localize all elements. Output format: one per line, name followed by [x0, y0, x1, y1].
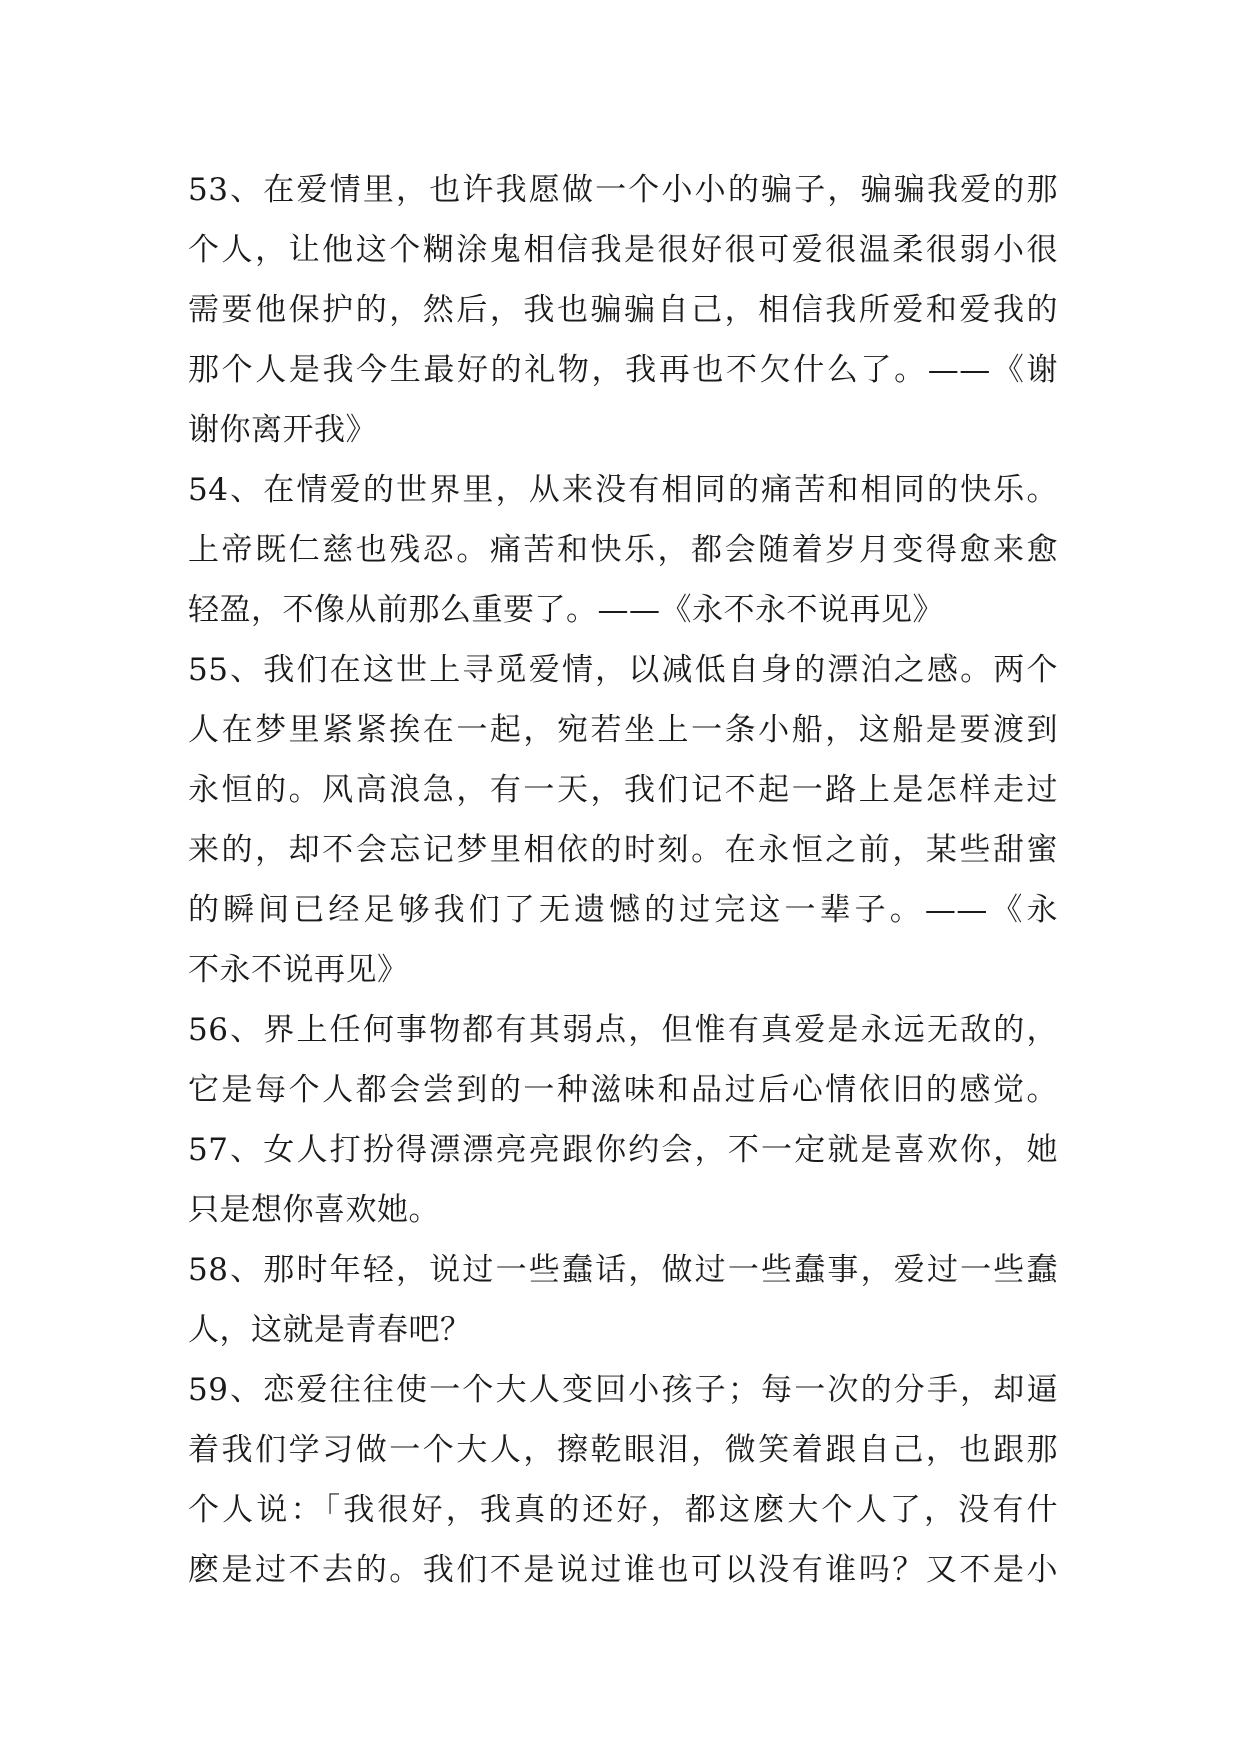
text-line: 55、我们在这世上寻觅爱情，以减低自身的漂泊之感。两个 [188, 652, 1058, 688]
text-line: 人在梦里紧紧挨在一起，宛若坐上一条小船，这船是要渡到 [188, 712, 1058, 748]
text-line: 那个人是我今生最好的礼物，我再也不欠什么了。——《谢 [188, 352, 1058, 388]
text-line: 个人，让他这个糊涂鬼相信我是很好很可爱很温柔很弱小很 [188, 232, 1058, 268]
text-line: 它是每个人都会尝到的一种滋味和品过后心情依旧的感觉。 [188, 1072, 1058, 1108]
text-line: 上帝既仁慈也残忍。痛苦和快乐，都会随着岁月变得愈来愈 [188, 532, 1058, 568]
text-line: 需要他保护的，然后，我也骗骗自己，相信我所爱和爱我的 [188, 292, 1058, 328]
text-line: 麽是过不去的。我们不是说过谁也可以没有谁吗？又不是小 [188, 1552, 1058, 1588]
document-body [188, 160, 1058, 1600]
text-line: 不永不说再见》 [188, 952, 409, 988]
text-line: 着我们学习做一个大人，擦乾眼泪，微笑着跟自己，也跟那 [188, 1432, 1058, 1468]
text-line: 个人说：「我很好，我真的还好，都这麽大个人了，没有什 [188, 1492, 1058, 1528]
text-line: 轻盈，不像从前那么重要了。——《永不永不说再见》 [188, 592, 944, 628]
text-line: 53、在爱情里，也许我愿做一个小小的骗子，骗骗我爱的那 [188, 172, 1058, 208]
text-line: 只是想你喜欢她。 [188, 1192, 440, 1228]
text-line: 人，这就是青春吧？ [188, 1312, 472, 1348]
text-line: 的瞬间已经足够我们了无遗憾的过完这一辈子。——《永 [188, 892, 1058, 928]
text-line: 永恒的。风高浪急，有一天，我们记不起一路上是怎样走过 [188, 772, 1058, 808]
text-line: 54、在情爱的世界里，从来没有相同的痛苦和相同的快乐。 [188, 472, 1058, 508]
text-line: 59、恋爱往往使一个大人变回小孩子；每一次的分手，却逼 [188, 1372, 1058, 1408]
text-line: 57、女人打扮得漂漂亮亮跟你约会，不一定就是喜欢你，她 [188, 1132, 1058, 1168]
text-line: 谢你离开我》 [188, 412, 377, 448]
text-line: 58、那时年轻，说过一些蠢话，做过一些蠢事，爱过一些蠢 [188, 1252, 1058, 1288]
text-line: 来的，却不会忘记梦里相依的时刻。在永恒之前，某些甜蜜 [188, 832, 1058, 868]
text-line: 56、界上任何事物都有其弱点，但惟有真爱是永远无敌的， [188, 1012, 1058, 1048]
